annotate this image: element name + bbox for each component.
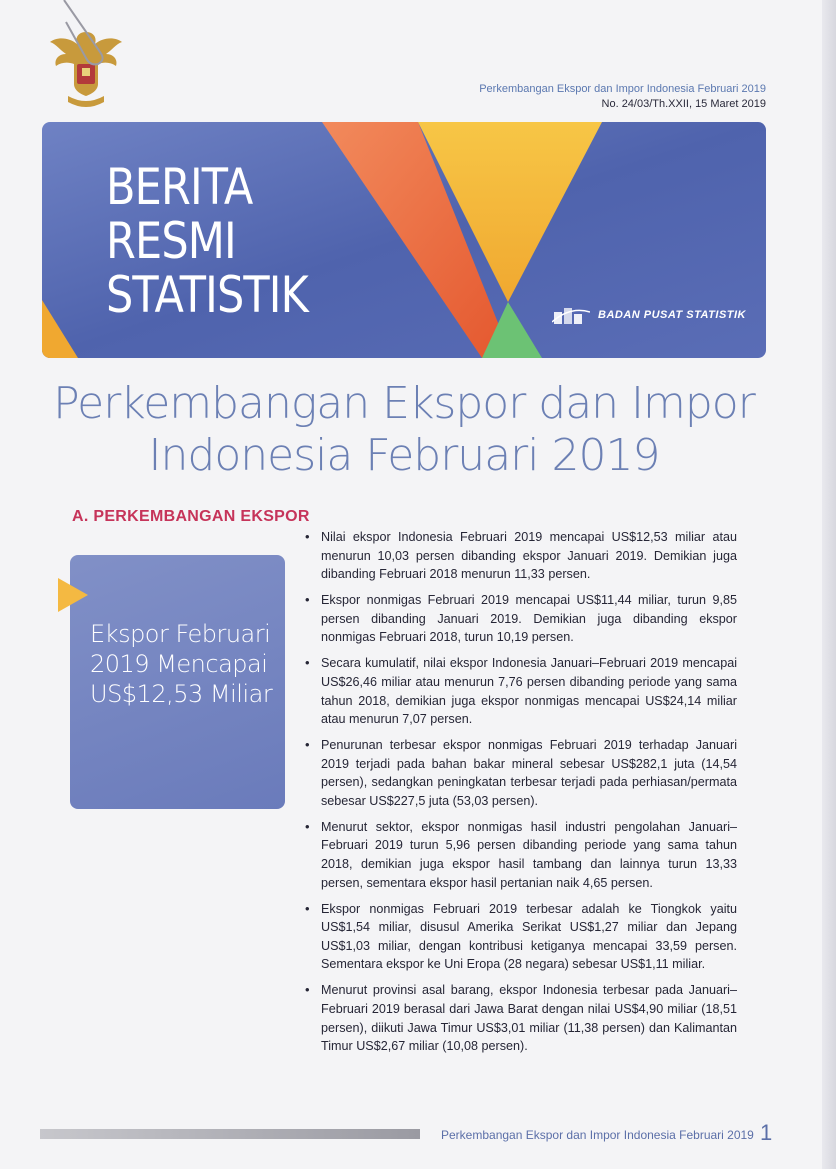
bps-logo-icon xyxy=(552,304,590,326)
header-publication: Perkembangan Ekspor dan Impor Indonesia Februari 2019 xyxy=(479,83,766,95)
footer-text: Perkembangan Ekspor dan Impor Indonesia Februari 2019 xyxy=(441,1128,754,1142)
highlight-text: Ekspor Februari 2019 Mencapai US$12,53 Miliar xyxy=(90,620,273,708)
header-info xyxy=(479,82,766,112)
page-edge xyxy=(822,0,836,1169)
bullet-item: • Penurunan terbesar ekspor nonmigas Februari 2019 terhadap Januari 2019 terjadi pada bahan bakar mineral sebesar US$282,1 juta (14,54 persen), sedangkan peningkatan terbesar terjadi pada perhiasan/permata sebesar US$227,5 juta (53,03 persen). xyxy=(304,736,737,810)
export-bullet-list xyxy=(304,528,737,1063)
page-title-line2: Indonesia Februari 2019 xyxy=(148,430,660,481)
banner-title-line: BERITA xyxy=(106,158,253,216)
bullet-item: • Ekspor nonmigas Februari 2019 terbesar adalah ke Tiongkok yaitu US$1,54 miliar, disusul Amerika Serikat US$1,27 miliar dan Jepang US$1,03 miliar, dengan kontribusi ketiganya mencapai 33,59 persen. Sementara ekspor ke Uni Eropa (28 negara) sebesar US$1,11 miliar. xyxy=(304,900,737,974)
banner-title xyxy=(106,160,308,322)
highlight-arrow-icon xyxy=(58,578,88,612)
footer-bar xyxy=(40,1129,420,1139)
paper-clip xyxy=(60,0,120,70)
banner-title-line: RESMI xyxy=(106,212,236,270)
bps-logo xyxy=(552,304,746,326)
highlight-box xyxy=(70,555,285,809)
bullet-item: • Secara kumulatif, nilai ekspor Indonesia Januari–Februari 2019 mencapai US$26,46 miliar atau menurun 7,76 persen dibanding periode yang sama tahun 2018, demikian juga ekspor nonmigas mencapai US$24,14 miliar atau menurun 7,07 persen. xyxy=(304,654,737,728)
bullet-item: • Menurut sektor, ekspor nonmigas hasil industri pengolahan Januari–Februari 2019 turun 5,96 persen dibanding periode yang sama tahun 2018, demikian juga ekspor hasil tambang dan lainnya turun 13,33 persen, sementara ekspor hasil pertanian naik 4,65 persen. xyxy=(304,818,737,892)
bps-agency-name: BADAN PUSAT STATISTIK xyxy=(598,309,746,321)
page-title xyxy=(0,378,808,482)
banner-title-line: STATISTIK xyxy=(106,266,308,324)
header-number-date: No. 24/03/Th.XXII, 15 Maret 2019 xyxy=(601,98,766,110)
section-heading: A. PERKEMBANGAN EKSPOR xyxy=(72,508,310,525)
bullet-item: • Nilai ekspor Indonesia Februari 2019 mencapai US$12,53 miliar atau menurun 10,03 persen dibanding ekspor Januari 2019. Demikian juga dibanding Februari 2018 menurun 11,33 persen. xyxy=(304,528,737,584)
page-number: 1 xyxy=(760,1120,773,1145)
page-title-line1: Perkembangan Ekspor dan Impor xyxy=(53,378,755,429)
bullet-item: • Menurut provinsi asal barang, ekspor Indonesia terbesar pada Januari–Februari 2019 berasal dari Jawa Barat dengan nilai US$4,90 miliar (18,51 persen), diikuti Jawa Timur US$3,01 miliar (11,38 persen) dan Kalimantan Timur US$2,67 miliar (10,08 persen). xyxy=(304,981,737,1055)
bullet-item: • Ekspor nonmigas Februari 2019 mencapai US$11,44 miliar, turun 9,85 persen dibanding Januari 2019. Demikian juga dibanding ekspor nonmigas Februari 2018, turun 10,19 persen. xyxy=(304,591,737,647)
